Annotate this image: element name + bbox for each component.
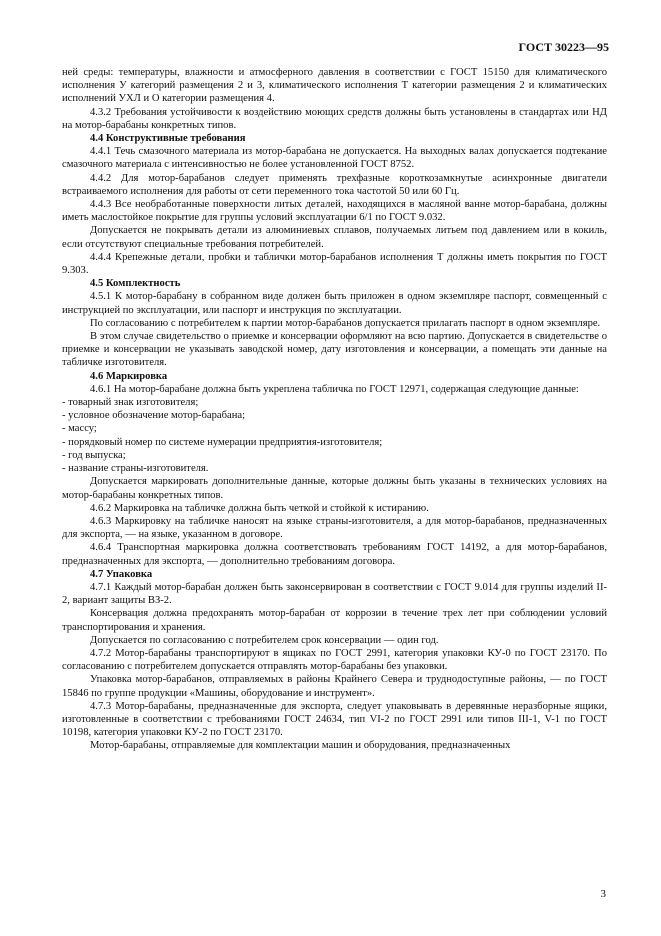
paragraph: 4.6.2 Маркировка на табличке должна быть четкой и стойкой к истиранию. [90, 502, 429, 514]
paragraph: 4.4.4 Крепежные детали, пробки и таблички мотор-барабанов исполнения Т должны иметь покрытия по ГОСТ 9.303. [62, 251, 607, 277]
paragraph: Допускается по согласованию с потребителем срок консервации — один год. [90, 634, 439, 646]
paragraph: 4.7.1 Каждый мотор-барабан должен быть законсервирован в соответствии с ГОСТ 9.014 для группы изделий II-2, вариант защиты ВЗ-2. [62, 581, 607, 607]
paragraph: ней среды: температуры, влажности и атмосферного давления в соответствии с ГОСТ 15150 для климатического исполнения У категорий размещения 2 и 3, климатического исполнения Т категории размещения 2 и климатических исполнений УХЛ и О категории размещения 4. [62, 67, 607, 105]
paragraph: В этом случае свидетельство о приемке и консервации оформляют на всю партию. Допускается в свидетельстве о приемке и консервации не указывать заводской номер, дату изготовления и консервации, а помещать эти данные на табличке изготовителя. [62, 331, 607, 369]
paragraph: 4.7.2 Мотор-барабаны транспортируют в ящиках по ГОСТ 2991, категория упаковки КУ-0 по ГОСТ 23170. По согласованию с потребителем допускается отправлять мотор-барабаны без упаковки. [62, 647, 607, 673]
section-heading: 4.6 Маркировка [90, 370, 168, 382]
list-item: - товарный знак изготовителя; [62, 397, 199, 409]
paragraph: 4.7.3 Мотор-барабаны, предназначенные для экспорта, следует упаковывать в деревянные неразборные ящики, изготовленные в соответствии с требованиями ГОСТ 24634, тип VI-2 по ГОСТ 2991 или типов III-1, V-1 по ГОСТ 10198, категория упаковки КУ-2 по ГОСТ 23170. [62, 700, 607, 739]
paragraph: Консервация должна предохранять мотор-барабан от коррозии в течение трех лет при соблюдении условий транспортирования и хранения. [62, 608, 607, 633]
paragraph: 4.3.2 Требования устойчивости к воздействию моющих средств должны быть установлены в стандартах или НД на мотор-барабаны конкретных типов. [62, 106, 607, 131]
paragraph: 4.6.3 Маркировку на табличке наносят на языке страны-изготовителя, а для мотор-барабанов, предназначенных для экспорта, — на языке, указанном в договоре. [62, 515, 607, 541]
page-header-standard: ГОСТ 30223—95 [518, 40, 609, 54]
list-item: - массу; [62, 423, 97, 435]
paragraph: 4.6.1 На мотор-барабане должна быть укреплена табличка по ГОСТ 12971, содержащая следующие данные: [90, 383, 579, 395]
list-item: - порядковый номер по системе нумерации предприятия-изготовителя; [62, 436, 383, 448]
paragraph: Мотор-барабаны, отправляемые для комплектации машин и оборудования, предназначенных [90, 740, 511, 752]
list-item: - условное обозначение мотор-барабана; [62, 410, 246, 422]
paragraph: 4.5.1 К мотор-барабану в собранном виде должен быть приложен в одном экземпляре паспорт, совмещенный с инструкцией по эксплуатации, или паспорт и инструкция по эксплуатации. [62, 291, 607, 316]
section-heading: 4.5 Комплектность [90, 278, 181, 290]
paragraph: 4.4.1 Течь смазочного материала из мотор-барабана не допускается. На выходных валах допускается подтекание смазочного материала с интенсивностью не более установленной ГОСТ 8752. [62, 146, 607, 171]
page-number: 3 [600, 888, 606, 900]
document-body [62, 66, 607, 753]
paragraph: Упаковка мотор-барабанов, отправляемых в районы Крайнего Севера и труднодоступные районы, — по ГОСТ 15846 по группе продукции «Машины, оборудование и инструмент». [62, 674, 607, 699]
paragraph: Допускается маркировать дополнительные данные, которые должны быть указаны в технических условиях на мотор-барабаны конкретных типов. [62, 476, 607, 501]
section-heading: 4.4 Конструктивные требования [90, 133, 246, 145]
paragraph: По согласованию с потребителем к партии мотор-барабанов допускается прилагать паспорт в одном экземпляре. [90, 317, 601, 329]
paragraph: 4.6.4 Транспортная маркировка должна соответствовать требованиям ГОСТ 14192, а для мотор-барабанов, предназначенных для экспорта, — дополнительно требованиям договора. [62, 542, 607, 567]
paragraph: 4.4.2 Для мотор-барабанов следует применять трехфазные короткозамкнутые асинхронные двигатели встраиваемого исполнения для работы от сети переменного тока частотой 50 или 60 Гц. [62, 172, 607, 197]
paragraph: 4.4.3 Все необработанные поверхности литых деталей, находящихся в масляной ванне мотор-барабана, должны иметь маслостойкое покрытие для группы условий эксплуатации 6/1 по ГОСТ 9.032. [62, 199, 607, 224]
paragraph: Допускается не покрывать детали из алюминиевых сплавов, получаемых литьем под давлением или в кокиль, если отсутствуют специальные требования потребителей. [62, 225, 607, 250]
list-item: - название страны-изготовителя. [62, 463, 209, 475]
section-heading: 4.7 Упаковка [90, 568, 153, 580]
list-item: - год выпуска; [62, 449, 126, 461]
